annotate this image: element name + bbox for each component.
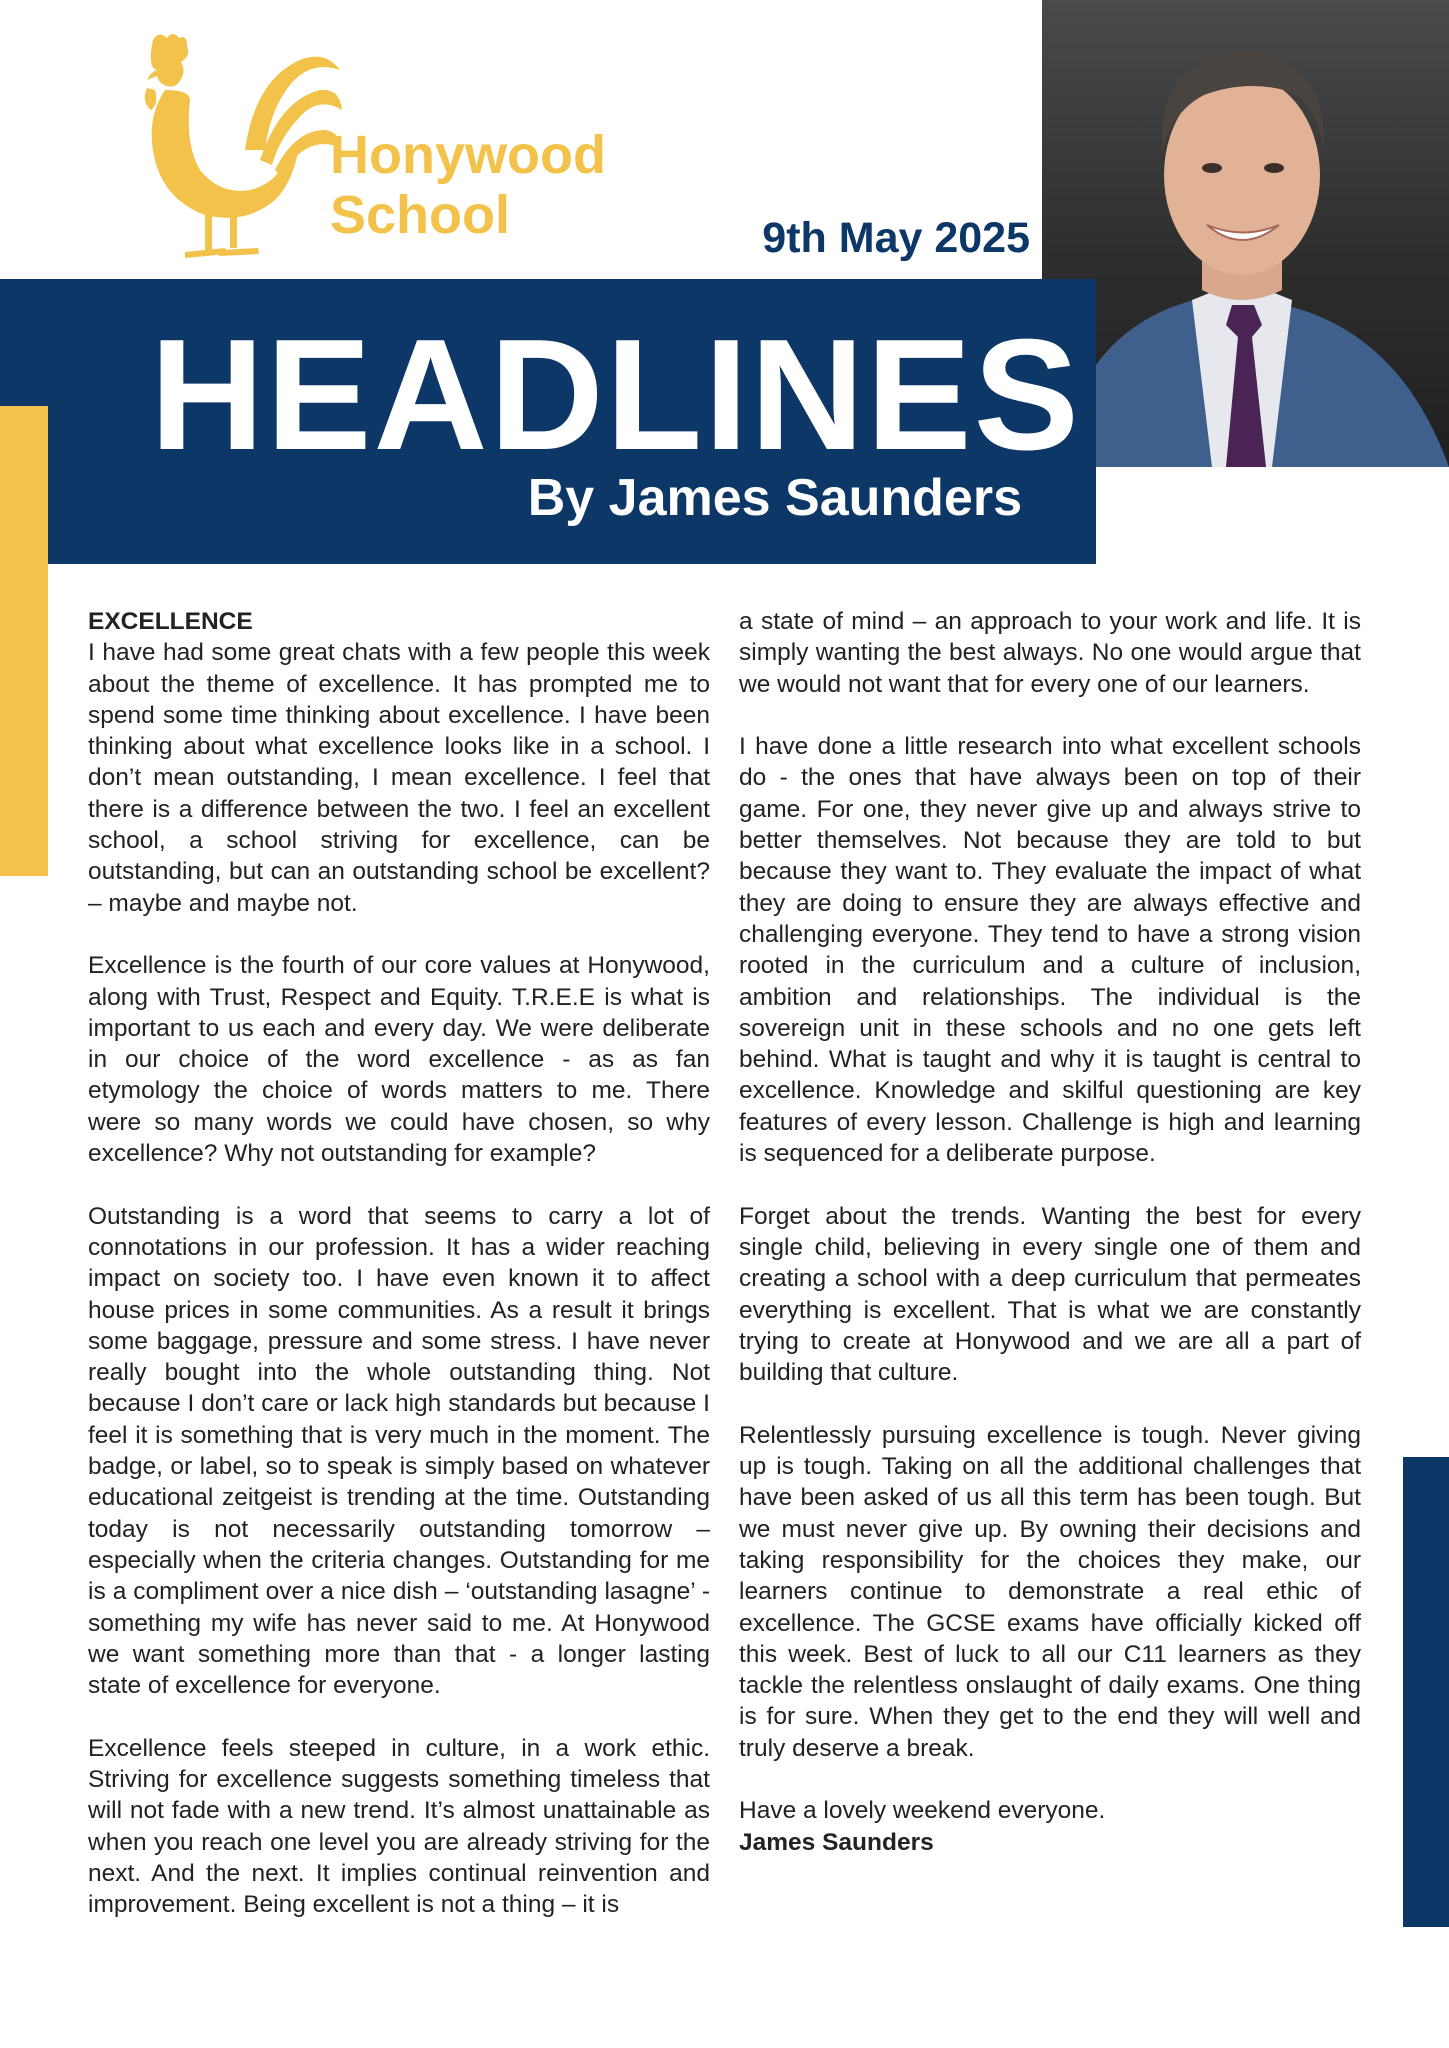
decorative-navy-bar: [1403, 1457, 1449, 1927]
article-paragraph: I have had some great chats with a few people this week about the theme of excellence. It has prompted me to spend some time thinking about excellence. I have been thinking about what excellence looks like in a school. I don’t mean outstanding, I mean excellence. I feel that there is a difference between the two. I feel an excellent school, a school striving for excellence, can be outstanding, but can an outstanding school be excellent? – maybe and maybe not.: [88, 639, 710, 917]
article-paragraph: Forget about the trends. Wanting the best for every single child, believing in every single one of them and creating a school with a deep curriculum that permeates everything is excellent. That is what we are constantly trying to create at Honywood and we are all a part of building that culture.: [739, 1202, 1361, 1387]
school-name: [330, 125, 606, 245]
headteacher-portrait-icon: [1042, 0, 1449, 467]
decorative-yellow-bar: [0, 406, 48, 876]
page-title: HEADLINES: [150, 307, 1081, 483]
rooster-logo-icon: [125, 30, 345, 265]
article-paragraph: Outstanding is a word that seems to carry a lot of connotations in our profession. It has a wider reaching impact on society too. I have even known it to affect house prices in some communities. As a result it brings some baggage, pressure and some stress. I have never really bought into the whole outstanding thing. Not because I don’t care or lack high standards but because I feel it is something that is very much in the moment. The badge, or label, so to speak is simply based on whatever educational zeitgeist is trending at the time. Outstanding today is not necessarily outstanding tomorrow – especially when the criteria changes. Outstanding for me is a compliment over a nice dish – ‘outstanding lasagne’ - something my wife has never said to me. At Honywood we want something more than that - a longer lasting state of excellence for everyone.: [88, 1202, 710, 1700]
article-column-right: [739, 606, 1361, 1889]
article-paragraph: Relentlessly pursuing excellence is tough. Never giving up is tough. Taking on all the additional challenges that have been asked of us all this term has been tough. But we must never give up. By owning their decisions and taking responsibility for the choices they make, our learners continue to demonstrate a real ethic of excellence. The GCSE exams have officially kicked off this week. Best of luck to all our C11 learners as they tackle the relentless onslaught of daily exams. One thing is for sure. When they get to the end they will well and truly deserve a break.: [739, 1421, 1361, 1762]
article-paragraph: I have done a little research into what excellent schools do - the ones that have always been on top of their game. For one, they never give up and always strive to better themselves. Not because they are told to but because they want to. They evaluate the impact of what they are doing to ensure they are always effective and challenging everyone. They tend to have a strong vision rooted in the curriculum and a culture of inclusion, ambition and relationships. The individual is the sovereign unit in these schools and no one gets left behind. What is taught and why it is taught is central to excellence. Knowledge and skilful questioning are key features of every lesson. Challenge is high and learning is sequenced for a deliberate purpose.: [739, 733, 1361, 1168]
article-paragraph: Excellence feels steeped in culture, in a work ethic. Striving for excellence suggests something timeless that will not fade with a new trend. It’s almost unattainable as when you reach one level you are already striving for the next. And the next. It implies continual reinvention and improvement. Being excellent is not a thing – it is: [88, 1734, 710, 1919]
article-paragraph: Excellence is the fourth of our core values at Honywood, along with Trust, Respect and Equity. T.R.E.E is what is important to us each and every day. We were deliberate in our choice of the word excellence - as as fan etymology the choice of words matters to me. There were so many words we could have chosen, so why excellence? Why not outstanding for example?: [88, 952, 710, 1168]
signature: James Saunders: [739, 1828, 934, 1856]
article-paragraph: a state of mind – an approach to your work and life. It is simply wanting the best always. No one would argue that we would not want that for every one of our learners.: [739, 608, 1361, 698]
issue-date: 9th May 2025: [762, 214, 1030, 262]
section-heading: EXCELLENCE: [88, 608, 253, 635]
byline: By James Saunders: [527, 469, 1022, 527]
article-paragraph: Have a lovely weekend everyone.: [739, 1797, 1106, 1825]
article-column-left: [88, 606, 710, 1952]
school-name-line2: School: [330, 185, 511, 245]
school-name-line1: Honywood: [330, 125, 606, 185]
